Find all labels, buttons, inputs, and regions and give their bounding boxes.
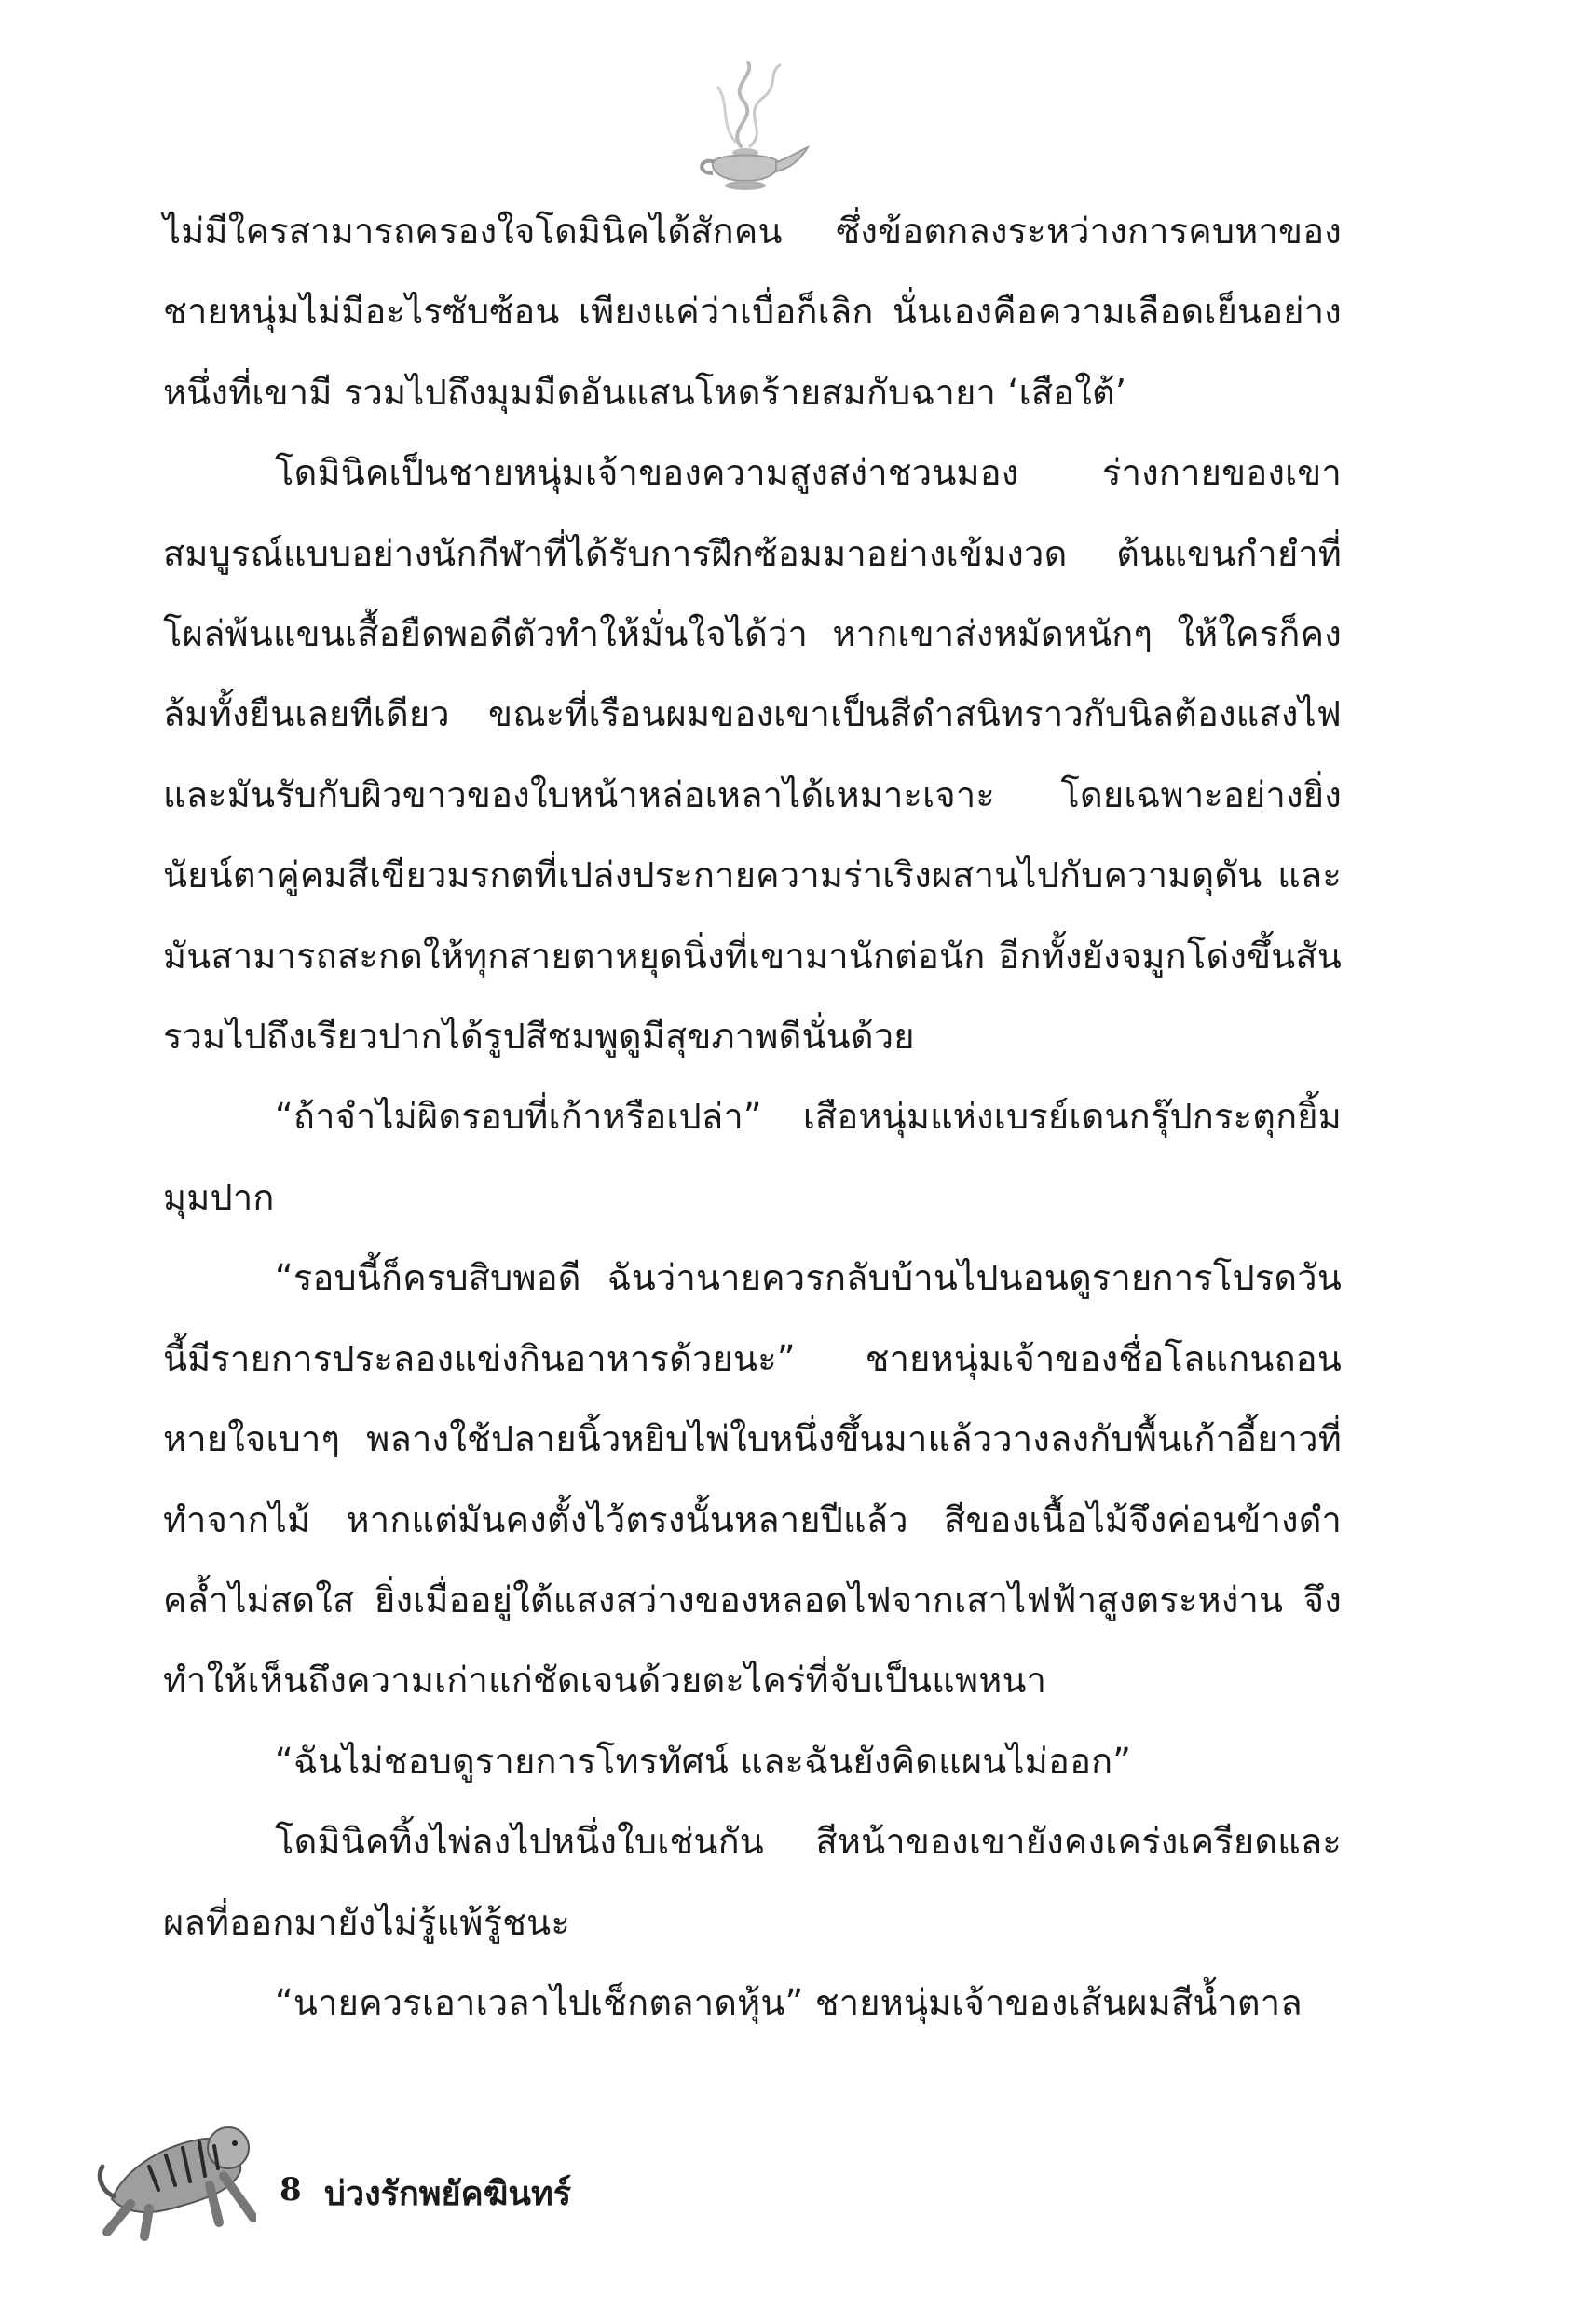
running-title: บ่วงรักพยัคฆินทร์ [324,2175,572,2213]
genie-lamp-icon [675,58,815,198]
paragraph: โดมินิคทิ้งไพ่ลงไปหนึ่งใบเช่นกัน สีหน้าของเขายังคงเคร่งเครียดและผลที่ออกมายังไม่รู้แพ้รู้ชนะ [163,1821,1342,1943]
page-footer [93,2101,839,2241]
page-number: 8 [280,2171,302,2208]
paragraph: “นายควรเอาเวลาไปเช็กตลาดหุ้น” ชายหนุ่มเจ้าของเส้นผมสีน้ำตาล [275,1981,1303,2023]
paragraph: “ถ้าจำไม่ผิดรอบที่เก้าหรือเปล่า” เสือหนุ่มแห่งเบรย์เดนกรุ๊ปกระตุกยิ้มมุมปาก [163,1096,1342,1218]
body-text [163,191,1342,2043]
leaping-tiger-icon [93,2101,256,2241]
paragraph: “รอบนี้ก็ครบสิบพอดี ฉันว่านายควรกลับบ้านไปนอนดูรายการโปรดวันนี้มีรายการประลองแข่งกินอาหารด้วยนะ” ชายหนุ่มเจ้าของชื่อโลแกนถอนหายใจเบาๆ พลางใช้ปลายนิ้วหยิบไพ่ใบหนึ่งขึ้นมาแล้ววางลงกับพื้นเก้าอี้ยาวที่ทำจากไม้ หากแต่มันคงตั้งไว้ตรงนั้นหลายปีแล้ว สีของเนื้อไม้จึงค่อนข้างดำคล้ำไม่สดใส ยิ่งเมื่ออยู่ใต้แสงสว่างของหลอดไฟจากเสาไฟฟ้าสูงตระหง่าน จึงทำให้เห็นถึงความเก่าแก่ชัดเจนด้วยตะไคร่ที่จับเป็นแพหนา [163,1257,1342,1702]
paragraph: โดมินิคเป็นชายหนุ่มเจ้าของความสูงสง่าชวนมอง ร่างกายของเขาสมบูรณ์แบบอย่างนักกีฬาที่ได้รับการฝึกซ้อมมาอย่างเข้มงวด ต้นแขนกำยำที่โผล่พ้นแขนเสื้อยืดพอดีตัวทำให้มั่นใจได้ว่า หากเขาส่งหมัดหนักๆ ให้ใครก็คงล้มทั้งยืนเลยทีเดียว ขณะที่เรือนผมของเขาเป็นสีดำสนิทราวกับนิลต้องแสงไฟ และมันรับกับผิวขาวของใบหน้าหล่อเหลาได้เหมาะเจาะ โดยเฉพาะอย่างยิ่งนัยน์ตาคู่คมสีเขียวมรกตที่เปล่งประกายความร่าเริงผสานไปกับความดุดัน และมันสามารถสะกดให้ทุกสายตาหยุดนิ่งที่เขามานักต่อนัก อีกทั้งยังจมูกโด่งขึ้นสัน รวมไปถึงเรียวปากได้รูปสีชมพูดูมีสุขภาพดีนั่นด้วย [163,452,1342,1058]
paragraph: “ฉันไม่ชอบดูรายการโทรทัศน์ และฉันยังคิดแผนไม่ออก” [275,1740,1132,1782]
paragraph: ไม่มีใครสามารถครองใจโดมินิคได้สักคน ซึ่งข้อตกลงระหว่างการคบหาของชายหนุ่มไม่มีอะไรซับซ้อน เพียงแค่ว่าเบื่อก็เลิก นั่นเองคือความเลือดเย็นอย่างหนึ่งที่เขามี รวมไปถึงมุมมืดอันแสนโหดร้ายสมกับฉายา ‘เสือใต้’ [163,211,1342,413]
